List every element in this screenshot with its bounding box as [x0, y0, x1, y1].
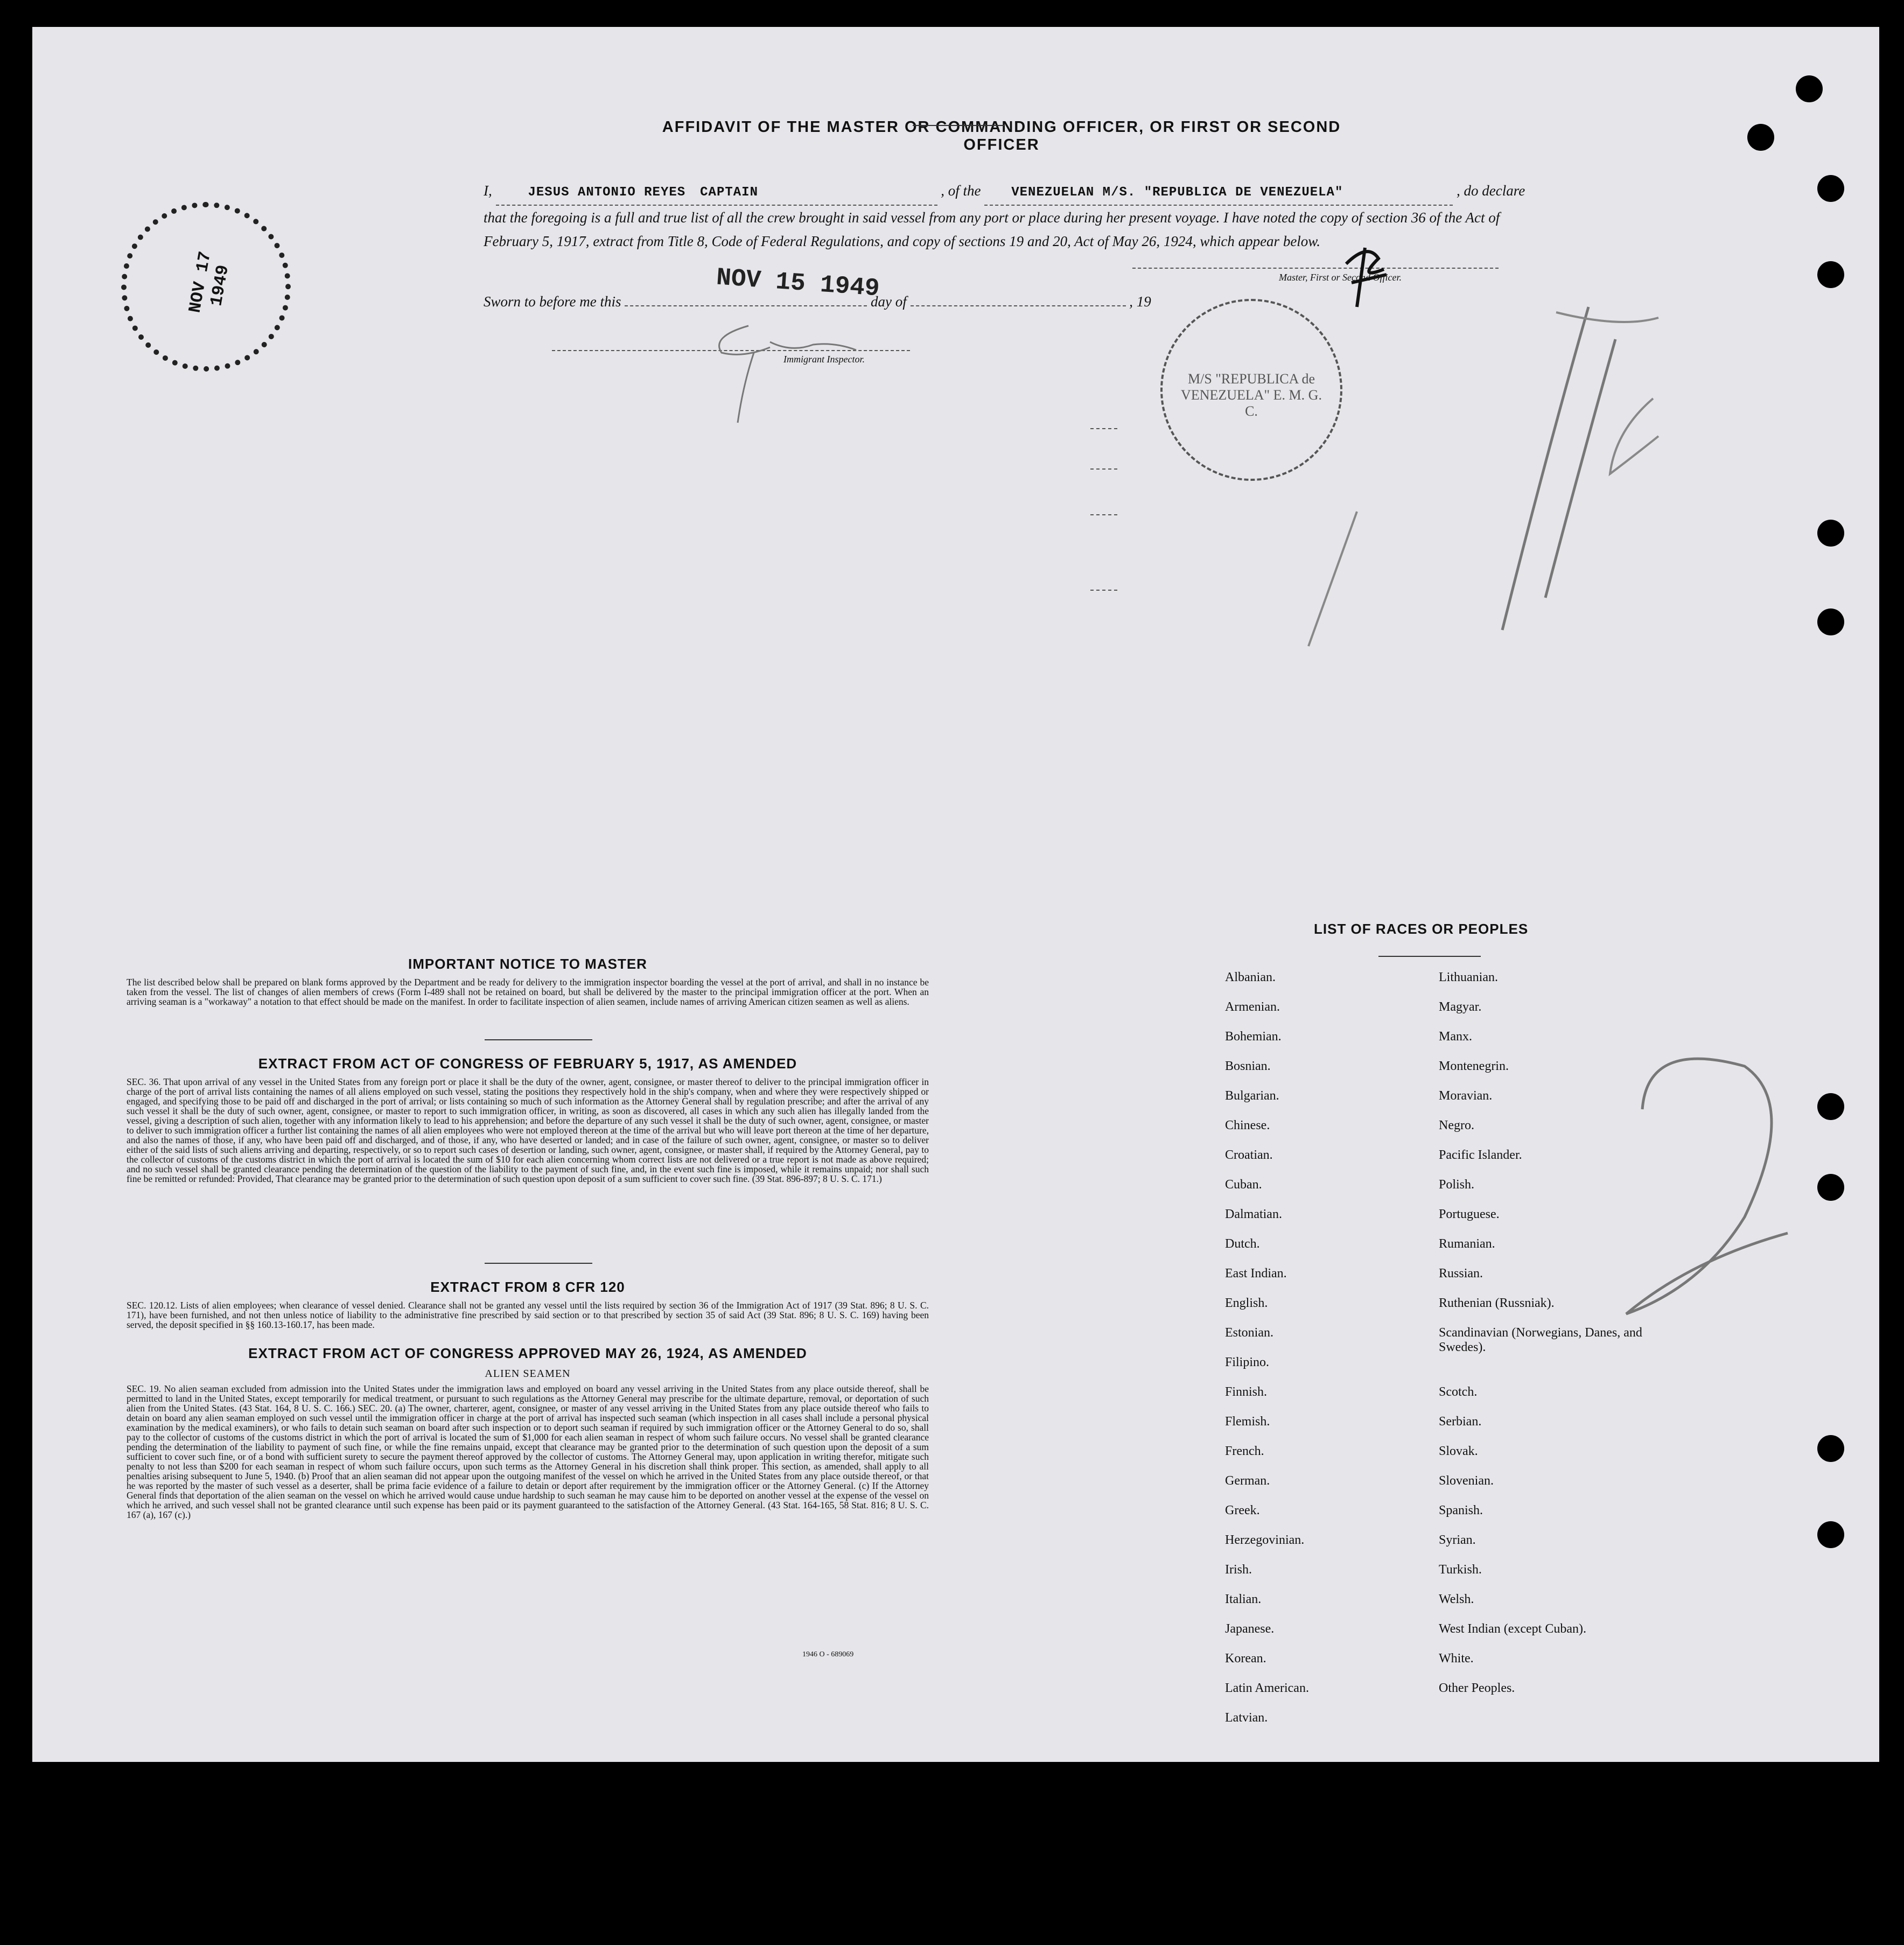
race-item: Portuguese.: [1439, 1207, 1500, 1221]
affidavit-title: AFFIDAVIT OF THE MASTER OR COMMANDING OFFICER, OR FIRST OR SECOND OFFICER: [662, 118, 1341, 153]
round-date-stamp: [121, 202, 291, 372]
race-item: English.: [1225, 1296, 1268, 1310]
notice-text: The list described below shall be prepared on blank forms approved by the Department and be ready for delivery to the immigration inspector boarding the vessel at the port of arrival, and shall in no instance be taken from the vessel. The list of changes of alien members of crews (Form I-489 shall not be retained on board, but shall be delivered by the master to the principal immigration officer at the port. When an arriving seaman is a "workaway" a notation to that effect should be made on the manifest. In order to facilitate inspection of alien seamen, include names of arriving American citizen seamen as well as aliens.: [127, 977, 929, 1007]
race-item: Turkish.: [1439, 1563, 1482, 1577]
punch-hole: [1817, 608, 1844, 635]
race-item: Slovenian.: [1439, 1474, 1494, 1488]
race-item: Japanese.: [1225, 1622, 1275, 1636]
race-item: Latin American.: [1225, 1681, 1309, 1695]
master-signature-line: [1132, 268, 1499, 269]
print-code: 1946 O - 689069: [802, 1650, 854, 1659]
race-item: Spanish.: [1439, 1503, 1483, 1517]
master-name-field: [496, 179, 937, 206]
race-item: Italian.: [1225, 1592, 1262, 1606]
round-stamp-text: NOV 17 1949: [185, 249, 234, 314]
margin-dash: [1090, 590, 1117, 591]
ship-seal-text: M/S "REPUBLICA de VENEZUELA" E. M. G. C.: [1181, 371, 1322, 419]
race-item: Bosnian.: [1225, 1059, 1271, 1073]
race-item: German.: [1225, 1474, 1270, 1488]
race-item: Rumanian.: [1439, 1237, 1495, 1251]
races-right-column: [1439, 970, 1697, 1757]
race-item: Armenian.: [1225, 1000, 1280, 1014]
punch-hole: [1817, 1174, 1844, 1201]
date-stamp: NOV 15 1949: [715, 263, 881, 303]
race-item: Moravian.: [1439, 1089, 1493, 1103]
race-item: Dutch.: [1225, 1237, 1260, 1251]
race-item: Bulgarian.: [1225, 1089, 1279, 1103]
race-item: Montenegrin.: [1439, 1059, 1509, 1073]
affidavit-do-declare: , do declare: [1457, 183, 1525, 199]
extract-1917-title: EXTRACT FROM ACT OF CONGRESS OF FEBRUARY 5, 1917, AS AMENDED: [258, 1055, 797, 1072]
races-title: LIST OF RACES OR PEOPLES: [1314, 921, 1529, 937]
affidavit-i: I,: [484, 183, 492, 199]
notice-divider: [485, 1039, 592, 1040]
race-item: Other Peoples.: [1439, 1681, 1515, 1695]
race-item: East Indian.: [1225, 1267, 1287, 1281]
race-item: French.: [1225, 1444, 1264, 1458]
race-item: Finnish.: [1225, 1385, 1268, 1399]
race-item: Serbian.: [1439, 1415, 1482, 1429]
race-item: Lithuanian.: [1439, 970, 1498, 984]
handwritten-marks: [1244, 296, 1782, 888]
race-item: Flemish.: [1225, 1415, 1270, 1429]
race-item: Russian.: [1439, 1267, 1483, 1281]
race-item: Albanian.: [1225, 970, 1276, 984]
punch-hole: [1817, 520, 1844, 547]
race-item: Magyar.: [1439, 1000, 1482, 1014]
punch-hole: [1747, 124, 1774, 151]
race-item: Welsh.: [1439, 1592, 1474, 1606]
master-rank: CAPTAIN: [700, 185, 758, 200]
sworn-label: Sworn to before me this: [484, 293, 621, 310]
extract-1924-subtitle: ALIEN SEAMEN: [485, 1368, 571, 1380]
extract-cfr-title: EXTRACT FROM 8 CFR 120: [430, 1279, 625, 1295]
race-item: Filipino.: [1225, 1355, 1270, 1369]
affidavit-of-the: , of the: [941, 183, 981, 199]
day-of-label: day of: [871, 293, 907, 310]
race-item: Dalmatian.: [1225, 1207, 1282, 1221]
race-item: Scotch.: [1439, 1385, 1478, 1399]
race-item: Negro.: [1439, 1118, 1474, 1132]
punch-hole: [1817, 1521, 1844, 1548]
race-item: Croatian.: [1225, 1148, 1273, 1162]
race-item: West Indian (except Cuban).: [1439, 1622, 1586, 1636]
race-item: Scandinavian (Norwegians, Danes, and Swedes).: [1439, 1326, 1642, 1354]
extract-cfr-text: SEC. 120.12. Lists of alien employees; when clearance of vessel denied. Clearance shall not be granted any vessel until the lists required by section 36 of the Immigration Act of 1917 (39 Stat. 896; 8 U. S. C. 171), have been furnished, and not then unless notice of liability to the administrative fine prescribed by said section or to that prescribed by section 35 of said Act (39 Stat. 896; 8 U. S. C. 169) having been served, the deposit specified in §§ 160.13-160.17, has been made.: [127, 1300, 929, 1330]
races-divider: [1378, 956, 1481, 957]
vessel-name-field: [984, 179, 1453, 206]
vessel-name: VENEZUELAN M/S. "REPUBLICA DE VENEZUELA": [1011, 185, 1343, 200]
race-item: Bohemian.: [1225, 1030, 1282, 1044]
title-divider: [913, 125, 1004, 126]
race-item: Greek.: [1225, 1503, 1260, 1517]
punch-hole: [1817, 1435, 1844, 1462]
race-item: Chinese.: [1225, 1118, 1270, 1132]
race-item: Estonian.: [1225, 1326, 1273, 1340]
affidavit-first-line: [484, 179, 1525, 206]
race-item: Korean.: [1225, 1652, 1266, 1666]
punch-hole: [1817, 1093, 1844, 1120]
race-item: White.: [1439, 1652, 1474, 1666]
sworn-day-field: [625, 305, 867, 306]
race-item: Ruthenian (Russniak).: [1439, 1296, 1555, 1310]
race-item: Herzegovinian.: [1225, 1533, 1305, 1547]
punch-hole: [1817, 175, 1844, 202]
inspector-signature-label: Immigrant Inspector.: [783, 354, 865, 365]
race-item: Syrian.: [1439, 1533, 1476, 1547]
race-item: Slovak.: [1439, 1444, 1478, 1458]
extract-1924-text: SEC. 19. No alien seaman excluded from admission into the United States under the immigration laws and employed on board any vessel arriving in the United States from any place outside thereof, shall be permitted to land in the United States, except temporarily for medical treatment, or pursuant to such regulations as the Attorney General may prescribe for the ultimate departure, removal, or deportation of such alien from the United States. (43 Stat. 164, 8 U. S. C. 166.) SEC. 20. (a) The owner, charterer, agent, consignee, or master of any vessel arriving in the United States from any place outside thereof who fails to detain on board any alien seaman employed on such vessel until the immigration officer in charge at the port of arrival has inspected such seaman (which inspection in all cases shall include a personal physical examination by the medical examiners), or who fails to detain such seaman on board after such inspection or to deport such seaman if required by such immigration officer or the Attorney General to do so, shall pay to the collector of customs of the customs district in which the port of arrival is located the sum of $1,000 for each alien seaman in respect of whom such failure occurs. No vessel shall be granted clearance pending the determination of the liability to payment of such fine, or while the fine remains unpaid, except that clearance may be granted prior to the determination of such question upon the deposit of a sum sufficient to cover such fine, or of a bond with sufficient surety to secure the payment thereof approved by the collector of customs. The Attorney General may, upon application in writing therefor, mitigate such penalty to not less than $200 for each seaman in respect of whom such failure occurs, upon such terms as the Attorney General in his discretion shall think proper. This section, as amended, shall apply to all penalties arising subsequent to June 5, 1940. (b) Proof that an alien seaman did not appear upon the outgoing manifest of the vessel on which he arrived in the United States from any place outside thereof, or that he was reported by the master of such vessel as a deserter, shall be prima facie evidence of a failure to detain or deport after requirement by the immigration officer or the Attorney General. (c) If the Attorney General finds that deportation of the alien seaman on the vessel on which he arrived would cause undue hardship to such seaman he may cause him to be deported on another vessel at the expense of the vessel on which he arrived, and such vessel shall not be granted clearance until such expense has been paid or its payment guaranteed to the satisfaction of the Attorney General. (43 Stat. 164-165, 58 Stat. 816; 8 U. S. C. 167 (a), 167 (c).): [127, 1383, 929, 1520]
race-item: Manx.: [1439, 1030, 1472, 1044]
master-name: JESUS ANTONIO REYES: [528, 185, 686, 200]
notice-title: IMPORTANT NOTICE TO MASTER: [408, 956, 647, 972]
race-item: Polish.: [1439, 1178, 1475, 1192]
extract-1924-title: EXTRACT FROM ACT OF CONGRESS APPROVED MAY 26, 1924, AS AMENDED: [248, 1345, 807, 1361]
margin-dash: [1090, 468, 1117, 470]
race-item: Irish.: [1225, 1563, 1252, 1577]
race-item: Latvian.: [1225, 1711, 1268, 1725]
year-prefix: , 19: [1129, 293, 1151, 310]
margin-dash: [1090, 428, 1117, 429]
affidavit-text: that the foregoing is a full and true list of all the crew brought in said vessel from any port or place during her present voyage. I have noted the copy of section 36 of the Act of February 5, 1917, extract from Title 8, Code of Federal Regulations, and copy of sections 19 and 20, Act of May 26, 1924, which appear below.: [484, 209, 1500, 249]
inspector-signature: [700, 320, 883, 428]
race-item: Pacific Islander.: [1439, 1148, 1522, 1162]
punch-hole: [1796, 75, 1823, 102]
margin-dash: [1090, 514, 1117, 515]
document-page: [32, 27, 1879, 1762]
extract-1917-text: SEC. 36. That upon arrival of any vessel in the United States from any foreign port or place it shall be the duty of the owner, agent, consignee, or master thereof to deliver to the principal immigration officer in charge of the port of arrival lists containing the names of all aliens employed on such vessel, stating the positions they respectively hold in the ship's company, when and where they were respectively shipped or engaged, and specifying those to be paid off and discharged in the port of arrival; or lists containing so much of such information as the Attorney General shall by regulation prescribe; and after the arrival of any such vessel it shall be the duty of such owner, agent, consignee, or master to report to such immigration officer, in writing, as soon as discovered, all cases in which any such alien has illegally landed from the vessel, giving a description of such alien, together with any information likely to lead to his apprehension; and before the departure of any such vessel it shall be the duty of such owner, agent, consignee, or master to deliver to such immigration officer a further list containing the names of all alien employees who were not employed thereon at the time of the arrival but who will leave port thereon at the time of her departure, and also the names of those, if any, who have been paid off and discharged, and of those, if any, who have deserted or landed; and in case of the failure of such owner, agent, consignee, or master so to deliver either of the said lists of such aliens arriving and departing, respectively, or so to report such cases of desertion or landing, such owner, agent, consignee, or master shall, if required by the Attorney General, pay to the collector of customs of the customs district in which the port of arrival is located the sum of $10 for each alien concerning whom correct lists are not delivered or a true report is not made as above required; and no such vessel shall be granted clearance pending the determination of the question of the liability to the payment of such fine, and, in the event such fine is imposed, while it remains unpaid; nor shall such fine be remitted or refunded: Provided, That clearance may be granted prior to the determination of such question upon deposit of a sum sufficient to cover such fine. (39 Stat. 896-897; 8 U. S. C. 171.): [127, 1076, 929, 1184]
sworn-month-field: [911, 305, 1126, 306]
races-left-column: [1225, 970, 1430, 1757]
extract-1917-divider: [485, 1263, 592, 1264]
punch-hole: [1817, 261, 1844, 288]
master-signature-label: Master, First or Second Officer.: [1279, 272, 1402, 283]
race-item: Cuban.: [1225, 1178, 1262, 1192]
